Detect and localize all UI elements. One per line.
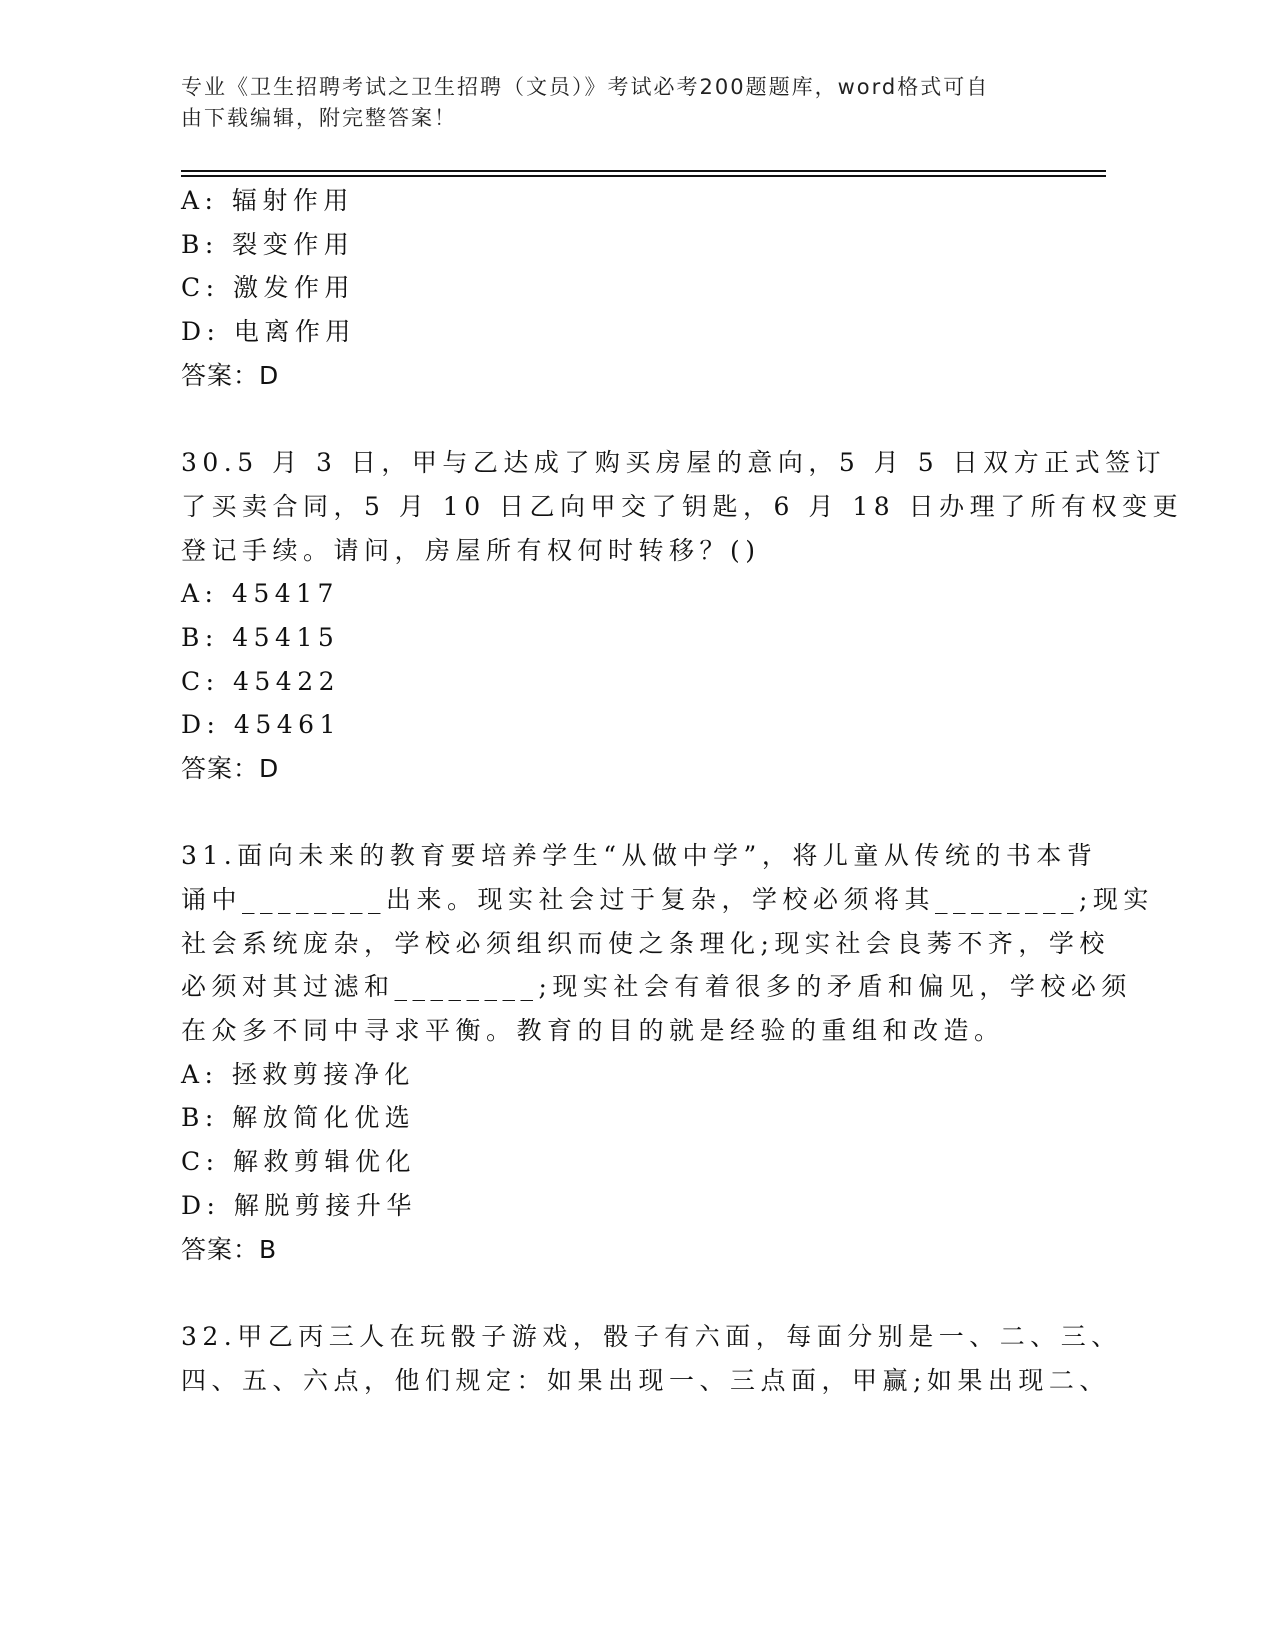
answer-option: A: 45417	[181, 579, 339, 609]
answer-option: C: 45422	[181, 666, 341, 696]
correct-answer: 答案：D	[181, 753, 280, 783]
question-stem-line: 在众多不同中寻求平衡。教育的目的就是经验的重组和改造。	[181, 1016, 1005, 1046]
question-list	[181, 179, 1184, 1402]
answer-option: B: 解放简化优选	[181, 1103, 416, 1133]
answer-option: D: 45461	[181, 710, 341, 740]
question-block	[181, 179, 1081, 397]
answer-option: C: 解救剪辑优化	[181, 1147, 416, 1177]
header-rule-bottom	[181, 175, 1106, 177]
correct-answer: 答案：B	[181, 1234, 278, 1264]
answer-option: D: 解脱剪接升华	[181, 1190, 417, 1220]
question-block	[181, 397, 1184, 790]
answer-option: B: 45415	[181, 622, 340, 652]
document-header	[181, 72, 1061, 134]
spacer	[181, 1271, 1081, 1315]
question-block	[181, 1271, 1122, 1402]
question-stem-line: 社会系统庞杂，学校必须组织而使之条理化;现实社会良莠不齐，学校	[181, 928, 1110, 958]
correct-answer: 答案：D	[181, 360, 280, 390]
answer-option: C: 激发作用	[181, 273, 355, 303]
header-rule-top	[181, 170, 1106, 172]
question-stem-line: 31.面向未来的教育要培养学生“从做中学”，将儿童从传统的书本背	[181, 841, 1098, 871]
answer-option: D: 电离作用	[181, 317, 356, 347]
question-stem-line: 32.甲乙丙三人在玩骰子游戏，骰子有六面，每面分别是一、二、三、	[181, 1321, 1122, 1351]
answer-option: A: 拯救剪接净化	[181, 1059, 415, 1089]
spacer	[181, 791, 1081, 835]
question-block	[181, 791, 1154, 1272]
question-stem-line: 登记手续。请问，房屋所有权何时转移？()	[181, 535, 761, 565]
answer-option: A: 辐射作用	[181, 186, 354, 215]
question-stem-line: 四、五、六点，他们规定：如果出现一、三点面，甲赢;如果出现二、	[181, 1365, 1110, 1395]
question-stem-line: 了买卖合同，5 月 10 日乙向甲交了钥匙，6 月 18 日办理了所有权变更	[181, 491, 1184, 521]
question-stem-line: 必须对其过滤和________;现实社会有着很多的矛盾和偏见，学校必须	[181, 972, 1132, 1002]
answer-option: B: 裂变作用	[181, 229, 355, 259]
header-line: 专业《卫生招聘考试之卫生招聘（文员）》考试必考200题题库，word格式可自	[181, 75, 990, 99]
question-stem-line: 诵中________出来。现实社会过于复杂，学校必须将其________;现实	[181, 885, 1154, 914]
question-stem-line: 30.5 月 3 日，甲与乙达成了购买房屋的意向，5 月 5 日双方正式签订	[181, 448, 1167, 478]
header-line: 由下载编辑，附完整答案！	[181, 106, 457, 130]
spacer	[181, 397, 1081, 441]
